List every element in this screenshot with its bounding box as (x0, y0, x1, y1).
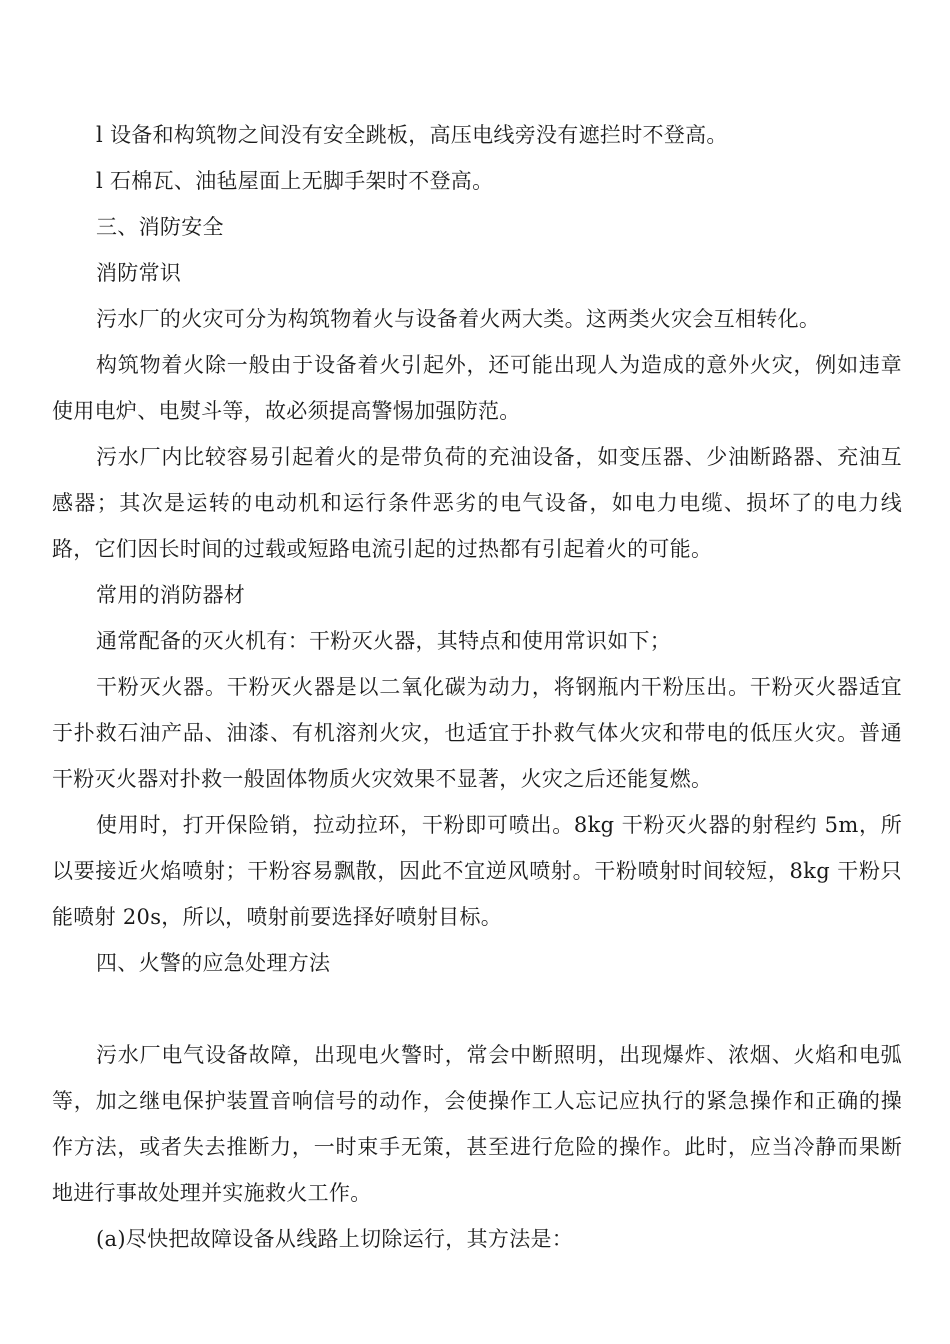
paragraph-step-a: (a)尽快把故障设备从线路上切除运行，其方法是： (96, 1227, 574, 1251)
paragraph-structure-fire: 构筑物着火除一般由于设备着火引起外，还可能出现人为造成的意外火灾，例如违章使用电炉、电熨斗等，故必须提高警惕加强防范。 (52, 353, 902, 423)
section-heading-fire-emergency: 四、火警的应急处理方法 (96, 951, 331, 975)
paragraph-extinguisher-intro: 通常配备的灭火机有：干粉灭火器，其特点和使用常识如下； (96, 629, 672, 653)
paragraph-fire-categories: 污水厂的火灾可分为构筑物着火与设备着火两大类。这两类火灾会互相转化。 (96, 307, 821, 331)
paragraph-dry-powder-extinguisher: 干粉灭火器。干粉灭火器是以二氧化碳为动力，将钢瓶内干粉压出。干粉灭火器适宜于扑救石油产品、油漆、有机溶剂火灾，也适宜于扑救气体火灾和带电的低压火灾。普通干粉灭火器对扑救一般固体物质火灾效果不显著，火灾之后还能复燃。 (52, 675, 902, 791)
paragraph-equipment-fire-causes: 污水厂内比较容易引起着火的是带负荷的充油设备，如变压器、少油断路器、充油互感器；其次是运转的电动机和运行条件恶劣的电气设备，如电力电缆、损坏了的电力线路，它们因长时间的过载或短路电流引起的过热都有引起着火的可能。 (52, 445, 902, 561)
paragraph-extinguisher-usage: 使用时，打开保险销，拉动拉环，干粉即可喷出。8kg 干粉灭火器的射程约 5m，所以要接近火焰喷射；干粉容易飘散，因此不宜逆风喷射。干粉喷射时间较短，8kg 干粉只能喷射 20s，所以，喷射前要选择好喷射目标。 (52, 813, 902, 929)
paragraph-no-climb-without-gangway: l 设备和构筑物之间没有安全跳板，高压电线旁没有遮拦时不登高。 (96, 123, 728, 147)
paragraph-no-climb-asbestos-roof: l 石棉瓦、油毡屋面上无脚手架时不登高。 (96, 169, 494, 193)
subheading-fire-equipment: 常用的消防器材 (96, 583, 246, 607)
section-heading-fire-safety: 三、消防安全 (96, 215, 224, 239)
paragraph-electrical-fire-response: 污水厂电气设备故障，出现电火警时，常会中断照明，出现爆炸、浓烟、火焰和电弧等，加之继电保护装置音响信号的动作，会使操作工人忘记应执行的紧急操作和正确的操作方法，或者失去推断力，一时束手无策，甚至进行危险的操作。此时，应当冷静而果断地进行事故处理并实施救火工作。 (52, 1043, 902, 1205)
subheading-fire-knowledge: 消防常识 (96, 261, 182, 285)
